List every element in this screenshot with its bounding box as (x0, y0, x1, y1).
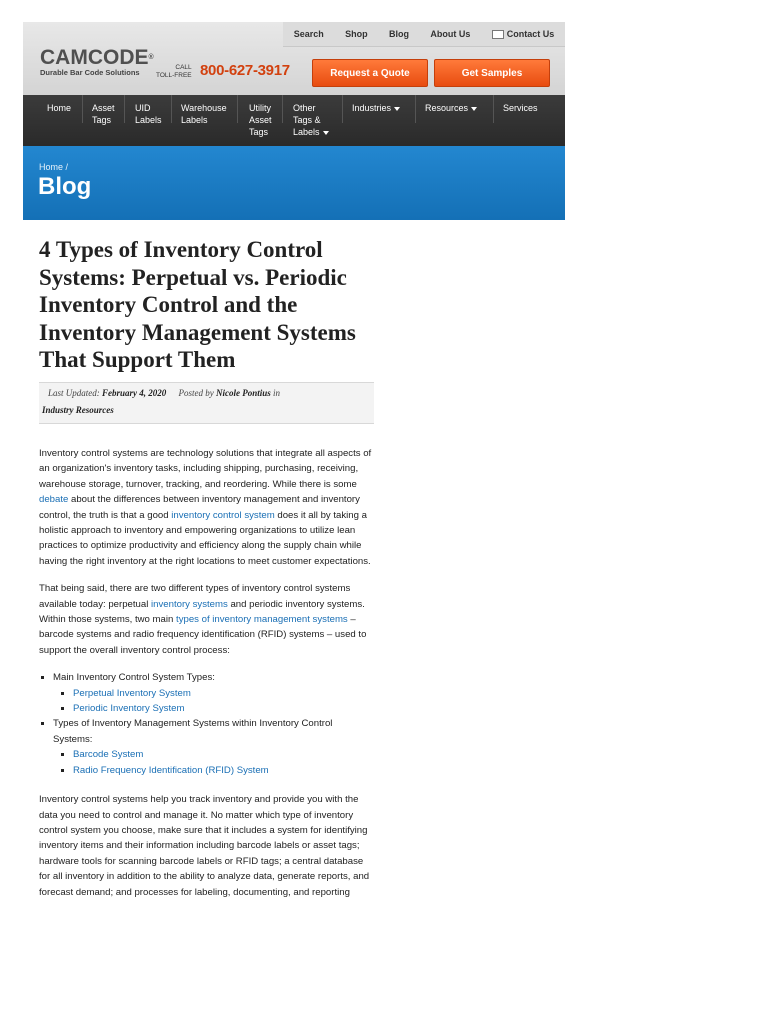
updated-date: February 4, 2020 (102, 387, 167, 398)
nav-other-line3: Labels (293, 127, 320, 137)
nav-asset-tags[interactable] (92, 102, 115, 126)
paragraph-intro (39, 446, 374, 569)
nav-divider (124, 95, 125, 123)
request-quote-button[interactable]: Request a Quote (312, 59, 428, 87)
nav-other-tags-labels[interactable] (293, 102, 329, 138)
nav-divider (493, 95, 494, 123)
nav-warehouse-labels[interactable] (181, 102, 227, 126)
debate-link[interactable]: debate (39, 494, 69, 506)
call-label (156, 64, 192, 80)
nav-other-line2: Tags & (293, 115, 321, 125)
camcode-logo[interactable] (40, 48, 154, 77)
nav-divider (342, 95, 343, 123)
nav-uid-labels-line1: UID (135, 103, 151, 113)
list-item (73, 763, 374, 778)
nav-divider (415, 95, 416, 123)
contact-us-link[interactable] (492, 29, 555, 39)
logo-word: CAMCODE (40, 46, 149, 69)
nav-divider (171, 95, 172, 123)
inventory-control-system-link[interactable]: inventory control system (171, 509, 275, 521)
nav-industries[interactable] (352, 102, 400, 114)
nav-home[interactable]: Home (47, 103, 72, 113)
types-list (39, 670, 374, 778)
chevron-down-icon (471, 107, 477, 111)
sub-list (53, 747, 374, 778)
nav-divider (82, 95, 83, 123)
page-banner (23, 146, 565, 220)
list-item-label: Types of Inventory Management Systems within Inventory Control Systems: (53, 718, 333, 745)
list-item (73, 747, 374, 762)
call-line-2: TOLL-FREE (156, 72, 192, 79)
nav-other-line3-wrap (293, 126, 329, 138)
banner-title: Blog (38, 173, 92, 200)
article (39, 236, 374, 900)
nav-services[interactable]: Services (503, 103, 538, 113)
contact-us-label: Contact Us (506, 28, 555, 39)
article-meta (39, 382, 374, 424)
periodic-inventory-link[interactable]: Periodic Inventory System (73, 703, 185, 715)
article-title: 4 Types of Inventory Control Systems: Perpetual vs. Periodic Inventory Control and the Inventory Management Systems That Support Them (39, 237, 356, 373)
nav-utility-asset-tags[interactable] (249, 102, 272, 138)
shop-link[interactable]: Shop (345, 29, 368, 39)
list-item (73, 686, 374, 701)
nav-divider (237, 95, 238, 123)
inventory-systems-link[interactable]: inventory systems (151, 598, 228, 610)
get-samples-button[interactable]: Get Samples (434, 59, 550, 87)
breadcrumb[interactable]: Home / (39, 162, 69, 172)
chevron-down-icon (323, 131, 329, 135)
nav-other-line1: Other (293, 103, 316, 113)
nav-asset-tags-line1: Asset (92, 103, 115, 113)
text: – barcode systems and radio frequency identification (RFID) systems – used to support the overall inventory control process: (39, 614, 367, 656)
list-item (53, 670, 374, 716)
nav-utility-line1: Utility (249, 103, 271, 113)
blog-link[interactable]: Blog (389, 29, 409, 39)
posted-by-label: Posted by (178, 387, 214, 398)
list-item (53, 716, 374, 778)
sub-list (53, 686, 374, 717)
nav-utility-line3: Tags (249, 127, 269, 137)
nav-uid-labels[interactable] (135, 102, 162, 126)
list-item-label: Main Inventory Control System Types: (53, 672, 215, 684)
nav-asset-tags-line2: Tags (92, 115, 112, 125)
category-link[interactable]: Industry Resources (42, 404, 114, 415)
chevron-down-icon (394, 107, 400, 111)
text: Inventory control systems are technology solutions that integrate all aspects of an organization's inventory tasks, including shipping, purchasing, receiving, warehouse storage, turnover, tracking, and reordering. While there is some (39, 447, 372, 490)
site-header (23, 22, 565, 220)
text: and periodic inventory systems. Within those systems, two main (39, 598, 365, 626)
types-of-inventory-management-link[interactable]: types of inventory management systems (176, 614, 348, 626)
paragraph-types (39, 581, 374, 658)
rfid-system-link[interactable]: Radio Frequency Identification (RFID) System (73, 764, 269, 776)
phone-number[interactable]: 800-627-3917 (200, 62, 290, 79)
nav-resources[interactable] (425, 102, 477, 114)
nav-uid-labels-line2: Labels (135, 115, 162, 125)
updated-label: Last Updated: (48, 387, 100, 398)
page-bottom-mask (0, 972, 768, 1024)
search-link[interactable]: Search (293, 29, 324, 39)
about-us-link[interactable]: About Us (430, 29, 471, 39)
header-bar (23, 22, 565, 95)
nav-divider (282, 95, 283, 123)
barcode-system-link[interactable]: Barcode System (73, 749, 144, 761)
author-name[interactable]: Nicole Pontius (216, 387, 271, 398)
paragraph-tracking: Inventory control systems help you track inventory and provide you with the data you need to control and manage it. No matter which type of inventory control system you choose, make sure that it includes a system for identifying inventory items and their information including barcode labels or asset tags; hardware tools for scanning barcode labels or RFID tags; a central database for all inventory in addition to the ability to analyze data, generate reports, and forecast demand; and processes for labeling, documenting, and reporting (39, 794, 370, 898)
envelope-icon (492, 30, 504, 39)
nav-utility-line2: Asset (249, 115, 272, 125)
utility-links (283, 22, 565, 47)
nav-industries-label: Industries (352, 103, 392, 113)
registered-mark: ® (148, 54, 154, 61)
nav-resources-label: Resources (425, 103, 469, 113)
nav-warehouse-labels-line2: Labels (181, 115, 208, 125)
in-label: in (273, 387, 281, 398)
call-line-1: CALL (175, 64, 192, 71)
list-item (73, 701, 374, 716)
logo-wordmark (40, 48, 154, 68)
logo-tagline: Durable Bar Code Solutions (40, 68, 140, 77)
nav-warehouse-labels-line1: Warehouse (181, 103, 227, 113)
text: about the differences between inventory management and inventory control, the truth is that a good (39, 494, 360, 521)
perpetual-inventory-link[interactable]: Perpetual Inventory System (73, 687, 191, 699)
text: That being said, there are two different types of inventory control systems available today: perpetual (39, 583, 351, 610)
text: does it all by taking a holistic approach to inventory and empowering organizations to utilize lean practices to optimize productivity and efficiency along the supply chain while having the right inventory at the right locations to meet customer expectations. (39, 509, 371, 567)
main-nav (23, 95, 565, 146)
